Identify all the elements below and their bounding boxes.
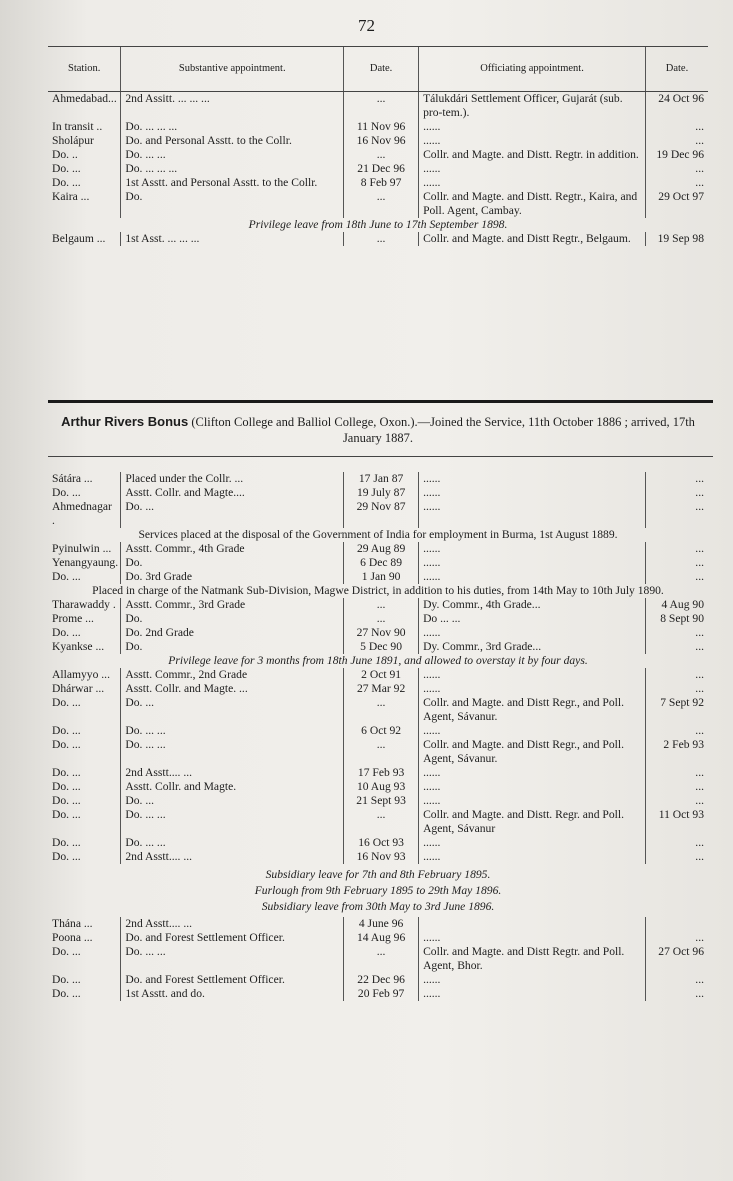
substantive-cell: Do. and Personal Asstt. to the Collr. — [121, 134, 344, 148]
note-subsidiary-2: Subsidiary leave from 30th May to 3rd June 1896. — [261, 900, 495, 913]
station-cell: Thána ... — [52, 917, 93, 930]
officiating-date-cell: ... — [646, 542, 709, 556]
date-cell: 11 Nov 96 — [344, 120, 419, 134]
date-cell: 14 Aug 96 — [344, 931, 419, 945]
officiating-date-cell: ... — [646, 570, 709, 584]
date-cell: ... — [344, 190, 419, 218]
substantive-cell: Do. and Forest Settlement Officer. — [121, 931, 344, 945]
section-divider — [48, 400, 713, 403]
officiating-cell: Collr. and Magte. and Distt Regr., and Poll. Agent, Sávanur. — [419, 738, 646, 766]
note-furlough: Furlough from 9th February 1895 to 29th May 1896. — [254, 884, 502, 897]
officiating-cell: Collr. and Magte. and Distt. Regtr., Kaira, and Poll. Agent, Cambay. — [419, 190, 646, 218]
officiating-cell: Collr. and Magte. and Distt Regtr. and Poll. Agent, Bhor. — [419, 945, 646, 973]
table-row — [48, 640, 708, 654]
officiating-date-cell: ... — [646, 682, 709, 696]
date-cell: 17 Feb 93 — [344, 766, 419, 780]
station-cell: Do. ... — [52, 724, 81, 737]
substantive-cell: Do. — [121, 190, 344, 218]
officiating-date-cell: 7 Sept 92 — [646, 696, 709, 724]
officiating-cell: ...... — [419, 162, 646, 176]
station-cell: Do. ... — [52, 945, 81, 958]
officiating-cell: ...... — [419, 556, 646, 570]
station-cell: Do. ... — [52, 780, 81, 793]
date-cell: 1 Jan 90 — [344, 570, 419, 584]
table-row — [48, 931, 708, 945]
date-cell: 21 Dec 96 — [344, 162, 419, 176]
substantive-cell: Do. ... ... — [121, 945, 344, 973]
substantive-cell: Placed under the Collr. ... — [121, 472, 344, 486]
officiating-date-cell: 2 Feb 93 — [646, 738, 709, 766]
table-row — [48, 682, 708, 696]
table-row — [48, 190, 708, 218]
officiating-cell: ...... — [419, 724, 646, 738]
officiating-cell: ...... — [419, 780, 646, 794]
note-row — [48, 899, 708, 917]
officiating-date-cell: ... — [646, 472, 709, 486]
header-date: Date. — [344, 47, 419, 92]
station-cell: Do. ... — [52, 766, 81, 779]
date-cell: 16 Nov 96 — [344, 134, 419, 148]
substantive-cell: Asstt. Collr. and Magte. ... — [121, 682, 344, 696]
station-cell: Do. ... — [52, 808, 81, 821]
date-cell: 19 July 87 — [344, 486, 419, 500]
officiating-date-cell: 4 Aug 90 — [646, 598, 709, 612]
station-cell: Prome ... — [52, 612, 94, 625]
date-cell: ... — [344, 738, 419, 766]
substantive-cell: Do. ... ... — [121, 724, 344, 738]
officiating-date-cell: ... — [646, 724, 709, 738]
date-cell: 4 June 96 — [344, 917, 419, 931]
date-cell: 6 Oct 92 — [344, 724, 419, 738]
table-row — [48, 917, 708, 931]
officiating-cell: Do ... ... — [419, 612, 646, 626]
note-privilege-1898: Privilege leave from 18th June to 17th September 1898. — [248, 218, 508, 231]
substantive-cell: Asstt. Commr., 4th Grade — [121, 542, 344, 556]
table-row — [48, 766, 708, 780]
rows-e — [48, 917, 708, 1001]
table-row — [48, 162, 708, 176]
note-subsidiary-1: Subsidiary leave for 7th and 8th February 1895. — [265, 868, 491, 881]
date-cell: ... — [344, 148, 419, 162]
officiating-date-cell: ... — [646, 500, 709, 528]
officer-details: (Clifton College and Balliol College, Oxon.).—Joined the Service, 11th October 1886 ; arrived, 17th January 1887. — [191, 415, 695, 445]
station-cell: Do. ... — [52, 162, 81, 175]
note-row — [48, 584, 708, 598]
officiating-cell: ...... — [419, 850, 646, 864]
station-cell: Do. ... — [52, 486, 81, 499]
header-date-officiating: Date. — [646, 47, 709, 92]
table-header-row — [48, 47, 708, 92]
substantive-cell: 2nd Asstt.... ... — [121, 766, 344, 780]
station-cell: Ahmedabad... — [52, 92, 117, 105]
officiating-date-cell: ... — [646, 987, 709, 1001]
substantive-cell: 2nd Assitt. ... ... ... — [121, 92, 344, 121]
note-burma: Services placed at the disposal of the Government of India for employment in Burma, 1st August 1889. — [138, 528, 618, 541]
header-substantive: Substantive appointment. — [121, 47, 344, 92]
station-cell: Do. ... — [52, 626, 81, 639]
substantive-cell: Do. ... ... ... — [121, 120, 344, 134]
table-row — [48, 598, 708, 612]
substantive-cell: Do. and Forest Settlement Officer. — [121, 973, 344, 987]
rows-c — [48, 598, 708, 654]
appointments-table-top — [48, 46, 708, 246]
substantive-cell: Do. 3rd Grade — [121, 570, 344, 584]
rows-b — [48, 542, 708, 584]
station-cell: Dhárwar ... — [52, 682, 105, 695]
substantive-cell: 2nd Asstt.... ... — [121, 917, 344, 931]
station-cell: Kyankse ... — [52, 640, 105, 653]
officiating-date-cell: ... — [646, 780, 709, 794]
date-cell: 20 Feb 97 — [344, 987, 419, 1001]
date-cell: 29 Aug 89 — [344, 542, 419, 556]
date-cell: 2 Oct 91 — [344, 668, 419, 682]
station-cell: Do. ... — [52, 836, 81, 849]
station-cell: Do. ... — [52, 696, 81, 709]
substantive-cell: Asstt. Commr., 3rd Grade — [121, 598, 344, 612]
table-row — [48, 542, 708, 556]
substantive-cell: Do. — [121, 640, 344, 654]
substantive-cell: Do. ... ... — [121, 808, 344, 836]
substantive-cell: Asstt. Collr. and Magte. — [121, 780, 344, 794]
note-row — [48, 528, 708, 542]
officiating-cell: ...... — [419, 542, 646, 556]
officiating-date-cell: ... — [646, 766, 709, 780]
station-cell: Allamyyo ... — [52, 668, 110, 681]
officiating-cell: Collr. and Magte. and Distt. Regr. and Poll. Agent, Sávanur — [419, 808, 646, 836]
station-cell: Sholápur — [52, 134, 94, 147]
officiating-date-cell: ... — [646, 162, 709, 176]
header-station: Station. — [48, 47, 121, 92]
officiating-date-cell: ... — [646, 626, 709, 640]
substantive-cell: 2nd Asstt.... ... — [121, 850, 344, 864]
officiating-cell: Dy. Commr., 4th Grade... — [419, 598, 646, 612]
officiating-date-cell: 27 Oct 96 — [646, 945, 709, 973]
substantive-cell: Do. ... ... — [121, 738, 344, 766]
station-cell: In transit .. — [52, 120, 103, 133]
note-row — [48, 654, 708, 668]
officiating-date-cell: ... — [646, 486, 709, 500]
station-cell: Do. ... — [52, 738, 81, 751]
officiating-date-cell: ... — [646, 134, 709, 148]
date-cell: 29 Nov 87 — [344, 500, 419, 528]
officer-name: Arthur Rivers Bonus — [61, 414, 189, 429]
note-row — [48, 218, 708, 232]
substantive-cell: 1st Asstt. and do. — [121, 987, 344, 1001]
officiating-date-cell: ... — [646, 850, 709, 864]
substantive-cell: Do. ... ... — [121, 836, 344, 850]
officiating-cell: ...... — [419, 836, 646, 850]
table-row — [48, 626, 708, 640]
station-cell: Sátára ... — [52, 472, 93, 485]
appointments-table-bonus — [48, 472, 708, 1001]
station-cell: Do. ... — [52, 850, 81, 863]
date-cell: ... — [344, 808, 419, 836]
officiating-date-cell: ... — [646, 973, 709, 987]
officiating-cell: ...... — [419, 500, 646, 528]
note-row — [48, 864, 708, 883]
table-row — [48, 612, 708, 626]
date-cell: 6 Dec 89 — [344, 556, 419, 570]
officiating-date-cell: 19 Dec 96 — [646, 148, 709, 162]
table-row — [48, 134, 708, 148]
table-row — [48, 92, 708, 121]
table-row — [48, 973, 708, 987]
table-row — [48, 850, 708, 864]
table-row — [48, 486, 708, 500]
date-cell: 27 Nov 90 — [344, 626, 419, 640]
date-cell: ... — [344, 598, 419, 612]
date-cell: 22 Dec 96 — [344, 973, 419, 987]
station-cell: Do. ... — [52, 176, 81, 189]
officiating-cell: ...... — [419, 486, 646, 500]
table-row — [48, 232, 708, 246]
officiating-date-cell: 24 Oct 96 — [646, 92, 709, 121]
officiating-date-cell: 19 Sep 98 — [646, 232, 709, 246]
substantive-cell: 1st Asstt. and Personal Asstt. to the Collr. — [121, 176, 344, 190]
officiating-date-cell: ... — [646, 556, 709, 570]
substantive-cell: Do. — [121, 556, 344, 570]
officiating-cell: Collr. and Magte. and Distt Regr., and Poll. Agent, Sávanur. — [419, 696, 646, 724]
date-cell: ... — [344, 612, 419, 626]
officiating-date-cell: 29 Oct 97 — [646, 190, 709, 218]
date-cell: 8 Feb 97 — [344, 176, 419, 190]
officiating-date-cell: ... — [646, 668, 709, 682]
date-cell: ... — [344, 232, 419, 246]
table-row — [48, 808, 708, 836]
date-cell: 27 Mar 92 — [344, 682, 419, 696]
date-cell: 5 Dec 90 — [344, 640, 419, 654]
officiating-cell: ...... — [419, 570, 646, 584]
substantive-cell: Do. ... — [121, 794, 344, 808]
officer-biography — [48, 414, 708, 446]
date-cell: 16 Oct 93 — [344, 836, 419, 850]
officiating-cell: ...... — [419, 176, 646, 190]
table-row — [48, 148, 708, 162]
station-cell: Yenangyaung. — [52, 556, 119, 569]
officiating-cell: ...... — [419, 682, 646, 696]
station-cell: Do. .. — [52, 148, 78, 161]
substantive-cell: Do. ... ... — [121, 148, 344, 162]
date-cell: ... — [344, 92, 419, 121]
table-row — [48, 556, 708, 570]
station-cell: Do. ... — [52, 987, 81, 1000]
bio-divider — [48, 456, 713, 457]
station-cell: Ahmednagar . — [52, 500, 112, 527]
station-cell: Belgaum ... — [52, 232, 106, 245]
note-row — [48, 883, 708, 899]
officiating-date-cell: ... — [646, 836, 709, 850]
substantive-cell: Do. ... ... ... — [121, 162, 344, 176]
officiating-date-cell — [646, 917, 709, 931]
date-cell: 16 Nov 93 — [344, 850, 419, 864]
substantive-cell: Do. — [121, 612, 344, 626]
officiating-cell: ...... — [419, 120, 646, 134]
station-cell: Do. ... — [52, 570, 81, 583]
rows-top — [48, 92, 708, 219]
date-cell: ... — [344, 696, 419, 724]
table-row — [48, 668, 708, 682]
officiating-cell: ...... — [419, 794, 646, 808]
date-cell: 21 Sept 93 — [344, 794, 419, 808]
table-row — [48, 794, 708, 808]
substantive-cell: Do. ... — [121, 500, 344, 528]
table-row — [48, 738, 708, 766]
officiating-cell: ...... — [419, 987, 646, 1001]
officiating-cell: ...... — [419, 626, 646, 640]
substantive-cell: 1st Asst. ... ... ... — [121, 232, 344, 246]
date-cell: ... — [344, 945, 419, 973]
station-cell: Poona ... — [52, 931, 93, 944]
officiating-cell: Dy. Commr., 3rd Grade... — [419, 640, 646, 654]
officiating-date-cell: 8 Sept 90 — [646, 612, 709, 626]
officiating-cell: ...... — [419, 134, 646, 148]
table-row — [48, 500, 708, 528]
substantive-cell: Asstt. Collr. and Magte.... — [121, 486, 344, 500]
officiating-cell: Tálukdári Settlement Officer, Gujarát (sub. pro-tem.). — [419, 92, 646, 121]
table-row — [48, 780, 708, 794]
officiating-date-cell: 11 Oct 93 — [646, 808, 709, 836]
officiating-date-cell: ... — [646, 931, 709, 945]
table-row — [48, 945, 708, 973]
station-cell: Do. ... — [52, 973, 81, 986]
station-cell: Tharawaddy . — [52, 598, 116, 611]
note-natmauk: Placed in charge of the Natmank Sub-Division, Magwe District, in addition to his duties, from 14th May to 10th July 1890. — [92, 584, 664, 597]
table-row — [48, 836, 708, 850]
rows-d — [48, 668, 708, 864]
table-row — [48, 120, 708, 134]
header-officiating: Officiating appointment. — [419, 47, 646, 92]
officiating-cell: ...... — [419, 766, 646, 780]
officiating-date-cell: ... — [646, 640, 709, 654]
officiating-date-cell: ... — [646, 120, 709, 134]
officiating-date-cell: ... — [646, 176, 709, 190]
table-row — [48, 724, 708, 738]
table-row — [48, 696, 708, 724]
date-cell: 17 Jan 87 — [344, 472, 419, 486]
rows-a — [48, 472, 708, 528]
substantive-cell: Do. ... — [121, 696, 344, 724]
officiating-cell: ...... — [419, 668, 646, 682]
table-row — [48, 987, 708, 1001]
station-cell: Kaira ... — [52, 190, 90, 203]
officiating-cell: ...... — [419, 472, 646, 486]
note-privilege-1891: Privilege leave for 3 months from 18th June 1891, and allowed to overstay it by four days. — [168, 654, 588, 667]
page-number: 72 — [358, 16, 375, 35]
substantive-cell: Do. 2nd Grade — [121, 626, 344, 640]
officiating-cell: ...... — [419, 931, 646, 945]
date-cell: 10 Aug 93 — [344, 780, 419, 794]
table-row — [48, 570, 708, 584]
officiating-cell: ...... — [419, 973, 646, 987]
officiating-cell — [419, 917, 646, 931]
station-cell: Do. ... — [52, 794, 81, 807]
substantive-cell: Asstt. Commr., 2nd Grade — [121, 668, 344, 682]
station-cell: Pyinulwin ... — [52, 542, 112, 555]
officiating-date-cell: ... — [646, 794, 709, 808]
officiating-cell: Collr. and Magte. and Distt Regtr., Belgaum. — [419, 232, 646, 246]
officiating-cell: Collr. and Magte. and Distt. Regtr. in addition. — [419, 148, 646, 162]
table-row — [48, 176, 708, 190]
table-row — [48, 472, 708, 486]
